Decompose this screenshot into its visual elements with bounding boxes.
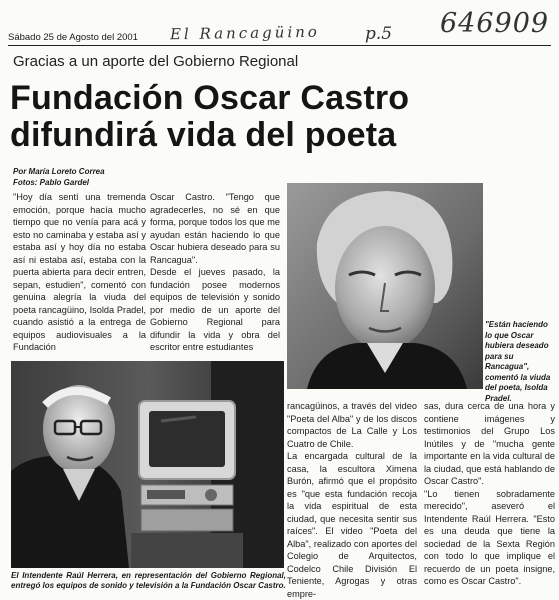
paragraph: "Lo tienen sobradamente merecido", aseveró el Intendente Raúl Herrera. "Esto es una deuda que tiene la sociedad de la Sexta Región con todo lo que implique el recuerdo de un poeta insigne, como es Oscar Castro". <box>424 488 555 586</box>
headline-line-2: difundirá vida del poeta <box>10 116 397 154</box>
article-column-4 <box>424 400 555 588</box>
photo-credit: Fotos: Pablo Gardel <box>13 178 90 187</box>
paragraph: Desde el jueves pasado, la fundación posee modernos equipos de televisión y sonido por medio de un aporte del Gobierno Regional para difundir la vida y obra del escritor entre estudiantes <box>150 267 280 352</box>
kicker: Gracias a un aporte del Gobierno Regional <box>13 53 299 70</box>
handwritten-newspaper-name: El Rancagüino <box>169 22 321 44</box>
paragraph: sas, dura cerca de una hora y contiene imágenes y testimonios del Grupo Los Inútiles y de "mucha gente importante en la vida cultural de la ciudad, que está hablando de Oscar Castro". <box>424 401 555 486</box>
article-column-1 <box>13 191 146 354</box>
equipment-image <box>11 361 284 568</box>
paragraph: rancagüinos, a través del video "Poeta del Alba" y de los discos compactos de La Calle y Los Cuatro de Chile. <box>287 401 417 449</box>
caption-right-photo: "Están haciendo lo que Oscar hubiera deseado para su Rancagua", comentó la viuda del poeta, Isolda Pradel. <box>485 320 551 403</box>
photo-raul-herrera <box>11 361 284 568</box>
issue-date: Sábado 25 de Agosto del 2001 <box>8 32 138 43</box>
headline <box>10 80 555 154</box>
article-column-3 <box>287 400 417 600</box>
paragraph: Oscar Castro. "Tengo que agradecerles, no sé en que forma, porque todos los que me ayudan están haciendo lo que Oscar hubiera deseado para su Rancagua". <box>150 192 280 265</box>
byline <box>13 166 105 188</box>
headline-line-1: Fundación Oscar Castro <box>10 79 410 117</box>
article-column-2 <box>150 191 280 354</box>
caption-left-photo: El Intendente Raúl Herrera, en representación del Gobierno Regional, entregó los equipos de sonido y televisión a la Fundación Oscar Castro. <box>11 571 286 590</box>
paragraph: La encargada cultural de la casa, la escultora Ximena Burón, afirmó que el propósito es "que esta fundación recoja la vida espiritual de esta ciudad, que necesita sentir sus raíces". El video "Poeta del Alba", realizado con aportes del Colegio de Arquitectos, Codelco Chile División El Teniente, Agrogas y otras empre- <box>287 451 417 599</box>
header-rule <box>8 45 551 46</box>
author-credit: Por María Loreto Correa <box>13 167 105 176</box>
handwritten-page-number: p.5 <box>365 24 393 44</box>
portrait-image <box>287 183 483 389</box>
paragraph: "Hoy día sentí una tremenda emoción, porque hacía mucho tiempo que no venía para acá y esto no caminaba y estaba así y estaba así y hoy día no estaba así ni estaba así, estaba con la puerta abierta para decir entren, sepan, estudien", comentó con genuina alegría la viuda del poeta rancagüino, Isolda Pradel, cuando asistió a la entrega de equipos audiovisuales a la Fundación <box>13 192 146 352</box>
photo-isolda-pradel <box>287 183 483 389</box>
handwritten-archive-number: 646909 <box>440 8 550 39</box>
